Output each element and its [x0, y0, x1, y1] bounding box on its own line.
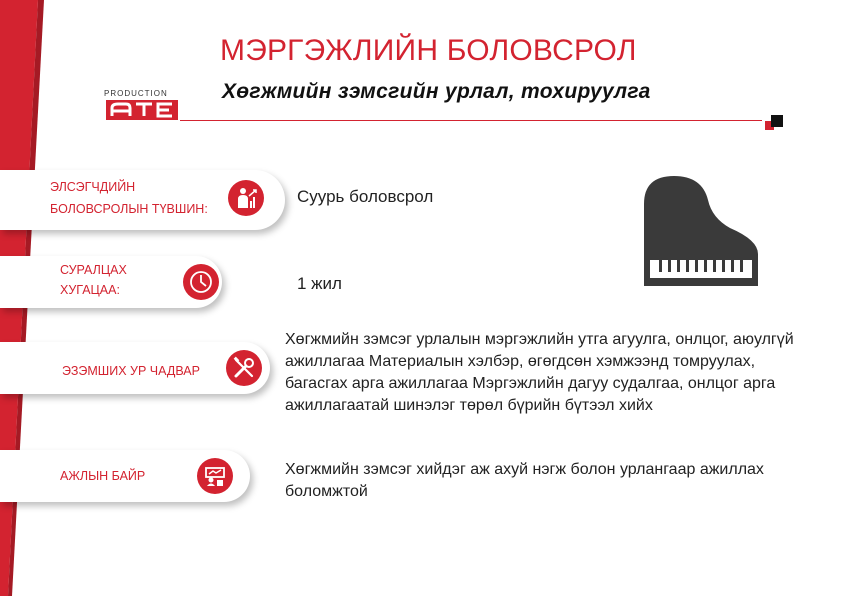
education-level-label-line2: БОЛОВСРОЛЫН ТҮВШИН:: [50, 202, 208, 216]
header-divider: [180, 120, 762, 121]
workplace-icon: [197, 458, 233, 494]
clock-icon: [183, 264, 219, 300]
brand-logo-icon: [106, 100, 178, 120]
grand-piano-icon: [638, 170, 760, 288]
workplace-label: АЖЛЫН БАЙР: [60, 469, 146, 483]
education-level-value: Суурь боловсрол: [297, 187, 434, 206]
education-level-label-line1: ЭЛСЭГЧДИЙН: [50, 180, 136, 194]
graduate-chart-icon: [228, 180, 264, 216]
duration-label-line2: ХУГАЦАА:: [60, 283, 120, 297]
duration-label-line1: СУРАЛЦАХ: [60, 263, 127, 277]
page-title: МЭРГЭЖЛИЙН БОЛОВСРОЛ: [220, 34, 637, 67]
page-subtitle: Хөгжмийн зэмсгийн урлал, тохируулга: [222, 80, 651, 103]
duration-value: 1 жил: [297, 274, 342, 293]
skills-label: ЭЗЭМШИХ УР ЧАДВАР: [62, 364, 200, 378]
workplace-value: Хөгжмийн зэмсэг хийдэг аж ахуй нэгж болон урлангаар ажиллах боломжтой: [285, 461, 764, 500]
skills-value: Хөгжмийн зэмсэг урлалын мэргэжлийн утга агуулга, онлцог, аюулгүй ажиллагаа Материалын хэлбэр, өгөгдсөн хэмжээнд томруулах, багасгах арга ажиллагаа Мэргэжлийн дагуу судалгаа, онлцог арга ажиллагаатай шинэлэг төрөл бүрийн бүтээл хийх: [285, 331, 794, 414]
logo-caption: PRODUCTION: [104, 89, 168, 98]
tools-icon: [226, 350, 262, 386]
corner-square-black: [771, 115, 783, 127]
